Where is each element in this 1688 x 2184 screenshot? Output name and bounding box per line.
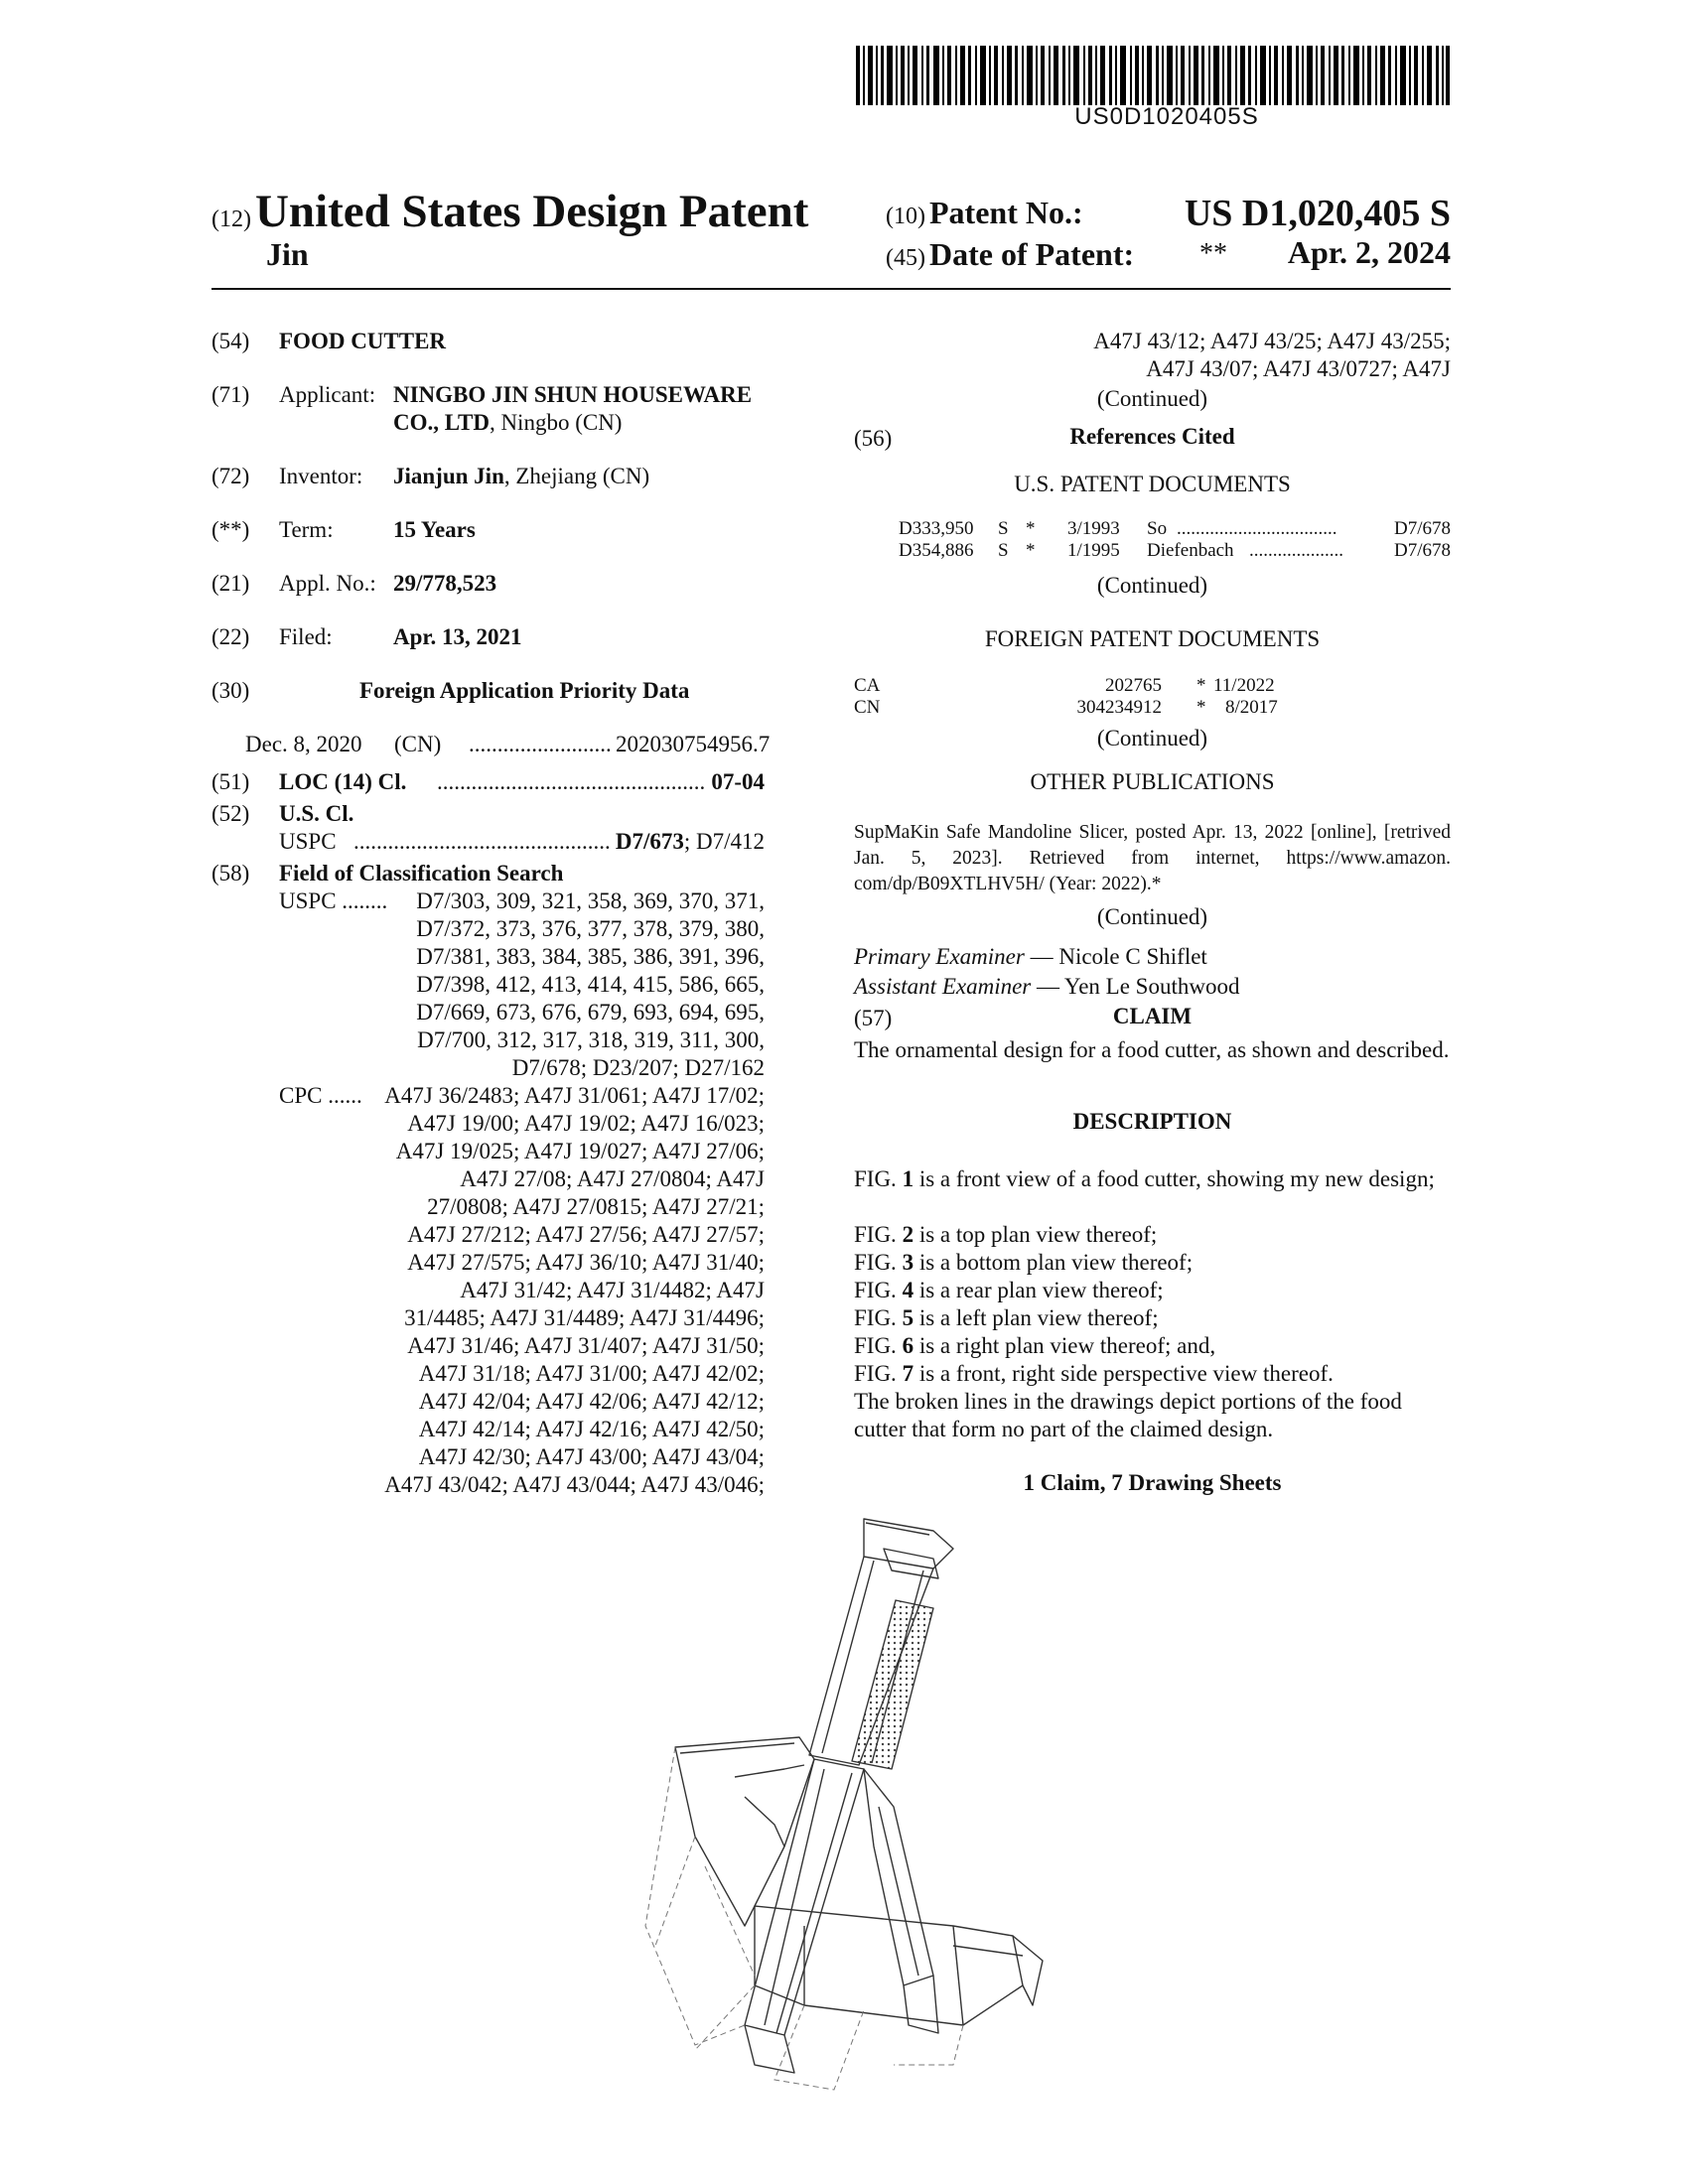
fig-description-1 <box>854 1165 1451 1193</box>
foreign-patent-documents-title: FOREIGN PATENT DOCUMENTS <box>984 626 1321 651</box>
fig-prefix: FIG. <box>854 1166 903 1191</box>
us-doc-star: * <box>1026 518 1036 539</box>
field-uspc-line: D7/398, 412, 413, 414, 415, 586, 665, <box>416 972 765 997</box>
patent-number: US D1,020,405 S <box>1184 193 1451 234</box>
barcode-number: US0D1020405S <box>1074 103 1259 130</box>
uspc-label: USPC <box>279 829 337 854</box>
field-cpc-line: 27/0808; A47J 27/0815; A47J 27/21; <box>427 1194 765 1219</box>
field-uspc-line: D7/372, 373, 376, 377, 378, 379, 380, <box>416 916 765 941</box>
cpc-continued-line: A47J 43/12; A47J 43/25; A47J 43/255; <box>1093 329 1451 353</box>
fig-prefix: FIG. <box>854 1250 903 1275</box>
inventor-line <box>393 463 649 490</box>
field-cpc-line: A47J 42/14; A47J 42/16; A47J 42/50; <box>418 1417 765 1441</box>
uspc-dots: ............................................. <box>353 829 611 854</box>
fig-number: 5 <box>902 1305 914 1330</box>
document-type-line <box>211 185 808 238</box>
claims-and-sheets: 1 Claim, 7 Drawing Sheets <box>1023 1470 1282 1495</box>
fig-description <box>854 1221 1451 1249</box>
field-uspc-label: USPC ........ <box>279 888 388 913</box>
field-uspc-list <box>397 887 765 1082</box>
fig-text: is a left plan view thereof; <box>914 1305 1159 1330</box>
foreign-doc-star: * <box>1196 675 1206 696</box>
fig-description <box>854 1332 1451 1360</box>
us-doc-row <box>899 540 1451 562</box>
fig-description-list <box>854 1221 1451 1388</box>
us-doc-class: D7/678 <box>1394 540 1451 561</box>
food-cutter-drawing <box>635 1509 1072 2095</box>
inid-30: (30) <box>211 678 250 703</box>
us-doc-date: 3/1993 <box>1067 518 1120 539</box>
inventor-location: , Zhejiang (CN) <box>503 464 650 488</box>
header-divider <box>211 288 1451 290</box>
appl-no-label: Appl. No.: <box>279 571 376 596</box>
primary-examiner-name: — Nicole C Shiflet <box>1024 944 1207 969</box>
us-doc-kind: S <box>998 518 1009 539</box>
field-search-title: Field of Classification Search <box>279 861 564 886</box>
fig-number: 1 <box>902 1166 914 1191</box>
us-docs-continued-note: (Continued) <box>1096 573 1208 598</box>
us-doc-row <box>899 518 1451 540</box>
other-publication-entry: SupMaKin Safe Mandoline Slicer, posted Apr. 13, 2022 [online], [retrived Jan. 5, 2023]. Retrieved from internet, https://www.amazon. com/dp/B09XTLHV5H/ (Year: 2022).* <box>854 822 1451 894</box>
foreign-doc-country: CN <box>854 697 881 718</box>
filed-value: Apr. 13, 2021 <box>393 624 522 649</box>
applicant-name-line2 <box>393 409 622 437</box>
field-cpc-line: A47J 31/18; A47J 31/00; A47J 42/02; <box>418 1361 765 1386</box>
other-pubs-continued-note: (Continued) <box>1096 904 1208 929</box>
inid-71: (71) <box>211 382 250 407</box>
field-cpc-line: 31/4485; A47J 31/4489; A47J 31/4496; <box>404 1305 765 1330</box>
date-of-patent: Apr. 2, 2024 <box>1287 234 1451 270</box>
fig-text: is a right plan view thereof; and, <box>914 1333 1216 1358</box>
term-label: Term: <box>279 517 334 542</box>
applicant-location: , Ningbo (CN) <box>489 410 623 435</box>
field-cpc-line: A47J 31/42; A47J 31/4482; A47J <box>460 1278 765 1302</box>
cpc-continued-note: (Continued) <box>1096 386 1208 411</box>
us-doc-dots: .................... <box>1249 540 1343 561</box>
inid-51: (51) <box>211 769 250 794</box>
inid-code-45: (45) <box>886 245 925 271</box>
inid-22: (22) <box>211 624 250 649</box>
us-doc-number: D354,886 <box>899 540 974 561</box>
barcode <box>856 46 1450 105</box>
fig-prefix: FIG. <box>854 1305 903 1330</box>
applicant-name-part2: CO., LTD <box>393 410 490 435</box>
fig-number: 4 <box>902 1278 914 1302</box>
field-uspc-line: D7/669, 673, 676, 679, 693, 694, 695, <box>416 1000 765 1024</box>
us-doc-number: D333,950 <box>899 518 974 539</box>
fig-number: 7 <box>902 1361 914 1386</box>
applicant-name-line1: NINGBO JIN SHUN HOUSEWARE <box>393 382 753 407</box>
design-title: FOOD CUTTER <box>279 329 447 353</box>
term-value: 15 Years <box>393 517 476 542</box>
foreign-doc-star: * <box>1196 697 1206 718</box>
fig-description <box>854 1277 1451 1304</box>
foreign-doc-date: 11/2022 <box>1213 675 1275 696</box>
fig-number: 2 <box>902 1222 914 1247</box>
inid-term: (**) <box>211 517 250 542</box>
inid-56: (56) <box>854 426 893 451</box>
assistant-examiner-name: — Yen Le Southwood <box>1031 974 1240 999</box>
field-cpc-label: CPC ...... <box>279 1083 362 1108</box>
description-title: DESCRIPTION <box>1072 1109 1232 1134</box>
inid-code-12: (12) <box>211 206 251 232</box>
fig-prefix: FIG. <box>854 1333 903 1358</box>
us-doc-date: 1/1995 <box>1067 540 1120 561</box>
us-doc-kind: S <box>998 540 1009 561</box>
us-doc-star: * <box>1026 540 1036 561</box>
inid-57: (57) <box>854 1006 893 1030</box>
fig-number: 6 <box>902 1333 914 1358</box>
us-doc-class: D7/678 <box>1394 518 1451 539</box>
loc-label: LOC (14) Cl. <box>279 769 407 794</box>
date-term-mark: ** <box>1199 238 1227 269</box>
field-uspc-line: D7/381, 383, 384, 385, 386, 391, 396, <box>416 944 765 969</box>
priority-dots: ......................... <box>469 732 612 756</box>
inid-52: (52) <box>211 801 250 826</box>
claim-text: The ornamental design for a food cutter, as shown and described. <box>854 1037 1450 1062</box>
us-cl-label: U.S. Cl. <box>279 801 354 826</box>
fig-text: is a rear plan view thereof; <box>914 1278 1164 1302</box>
fig-prefix: FIG. <box>854 1222 903 1247</box>
priority-date: Dec. 8, 2020 <box>245 732 362 756</box>
field-cpc-line: A47J 27/212; A47J 27/56; A47J 27/57; <box>407 1222 765 1247</box>
fig-number: 3 <box>902 1250 914 1275</box>
field-cpc-line: A47J 42/30; A47J 43/00; A47J 43/04; <box>418 1444 765 1469</box>
appl-no-value: 29/778,523 <box>393 571 497 596</box>
foreign-docs-continued-note: (Continued) <box>1096 726 1208 751</box>
inventor-surname: Jin <box>266 236 309 272</box>
fig-prefix: FIG. <box>854 1278 903 1302</box>
priority-country: (CN) <box>394 732 442 756</box>
date-of-patent-line <box>886 236 1134 273</box>
inid-code-10: (10) <box>886 204 925 229</box>
field-cpc-line: A47J 19/025; A47J 19/027; A47J 27/06; <box>395 1139 765 1163</box>
foreign-doc-number: 304234912 <box>1076 697 1162 718</box>
assistant-examiner <box>854 973 1239 1001</box>
field-cpc-line: A47J 31/46; A47J 31/407; A47J 31/50; <box>407 1333 765 1358</box>
us-doc-dots: .................................. <box>1177 518 1337 539</box>
field-cpc-line: A47J 27/575; A47J 36/10; A47J 31/40; <box>407 1250 765 1275</box>
foreign-doc-number: 202765 <box>1105 675 1162 696</box>
field-cpc-list <box>367 1082 765 1499</box>
priority-number: 202030754956.7 <box>616 732 771 756</box>
primary-examiner-label: Primary Examiner <box>854 944 1025 969</box>
other-publications-title: OTHER PUBLICATIONS <box>1030 769 1275 794</box>
fig-prefix: FIG. <box>854 1361 903 1386</box>
inid-54: (54) <box>211 329 250 353</box>
inid-58: (58) <box>211 861 250 886</box>
field-cpc-line: A47J 43/042; A47J 43/044; A47J 43/046; <box>384 1472 765 1497</box>
patent-number-line <box>886 195 1083 231</box>
inid-21: (21) <box>211 571 250 596</box>
loc-value: 07-04 <box>711 769 765 794</box>
fig-text: is a top plan view thereof; <box>914 1222 1158 1247</box>
foreign-doc-date: 8/2017 <box>1225 697 1278 718</box>
foreign-doc-row <box>854 675 1451 697</box>
foreign-doc-row <box>854 697 1451 719</box>
us-patent-documents-table <box>899 518 1451 562</box>
fig-text: is a front, right side perspective view thereof. <box>914 1361 1334 1386</box>
inventor-name: Jianjun Jin <box>393 464 504 488</box>
fig-description <box>854 1304 1451 1332</box>
broken-lines-note: The broken lines in the drawings depict portions of the food cutter that form no part of the claimed design. <box>854 1389 1402 1441</box>
fig-description <box>854 1360 1451 1388</box>
field-uspc-line: D7/303, 309, 321, 358, 369, 370, 371, <box>416 888 765 913</box>
us-doc-name: So <box>1147 518 1168 539</box>
uspc-values <box>596 828 765 856</box>
assistant-examiner-label: Assistant Examiner <box>854 974 1032 999</box>
uspc-rest: ; D7/412 <box>683 829 765 854</box>
field-uspc-line: D7/700, 312, 317, 318, 319, 311, 300, <box>417 1027 765 1052</box>
field-cpc-line: A47J 36/2483; A47J 31/061; A47J 17/02; <box>384 1083 765 1108</box>
cpc-continued-line: A47J 43/07; A47J 43/0727; A47J <box>1146 356 1451 381</box>
fig-description <box>854 1249 1451 1277</box>
claim-title: CLAIM <box>1112 1004 1193 1028</box>
date-of-patent-label: Date of Patent: <box>928 236 1135 272</box>
fig-text: is a front view of a food cutter, showing my new design; <box>914 1166 1435 1191</box>
patent-number-label: Patent No.: <box>928 195 1083 230</box>
priority-title: Foreign Application Priority Data <box>359 678 690 703</box>
filed-label: Filed: <box>279 624 333 649</box>
us-doc-name: Diefenbach <box>1147 540 1234 561</box>
field-cpc-line: A47J 19/00; A47J 19/02; A47J 16/023; <box>407 1111 765 1136</box>
us-patent-documents-title: U.S. PATENT DOCUMENTS <box>1014 472 1291 496</box>
cpc-continued-list <box>1033 328 1451 383</box>
references-cited-title: References Cited <box>1069 424 1235 449</box>
fig-text: is a bottom plan view thereof; <box>914 1250 1194 1275</box>
field-cpc-line: A47J 42/04; A47J 42/06; A47J 42/12; <box>418 1389 765 1414</box>
field-uspc-line: D7/678; D23/207; D27/162 <box>511 1055 765 1080</box>
applicant-label: Applicant: <box>279 382 376 407</box>
primary-examiner <box>854 943 1207 971</box>
inventor-label: Inventor: <box>279 464 363 488</box>
foreign-doc-country: CA <box>854 675 881 696</box>
uspc-main: D7/673 <box>615 829 684 854</box>
field-cpc-line: A47J 27/08; A47J 27/0804; A47J <box>460 1166 765 1191</box>
document-type: United States Design Patent <box>254 186 809 237</box>
foreign-patent-documents-table <box>854 675 1451 719</box>
loc-dots: ............................................... <box>437 769 706 794</box>
inid-72: (72) <box>211 464 250 488</box>
